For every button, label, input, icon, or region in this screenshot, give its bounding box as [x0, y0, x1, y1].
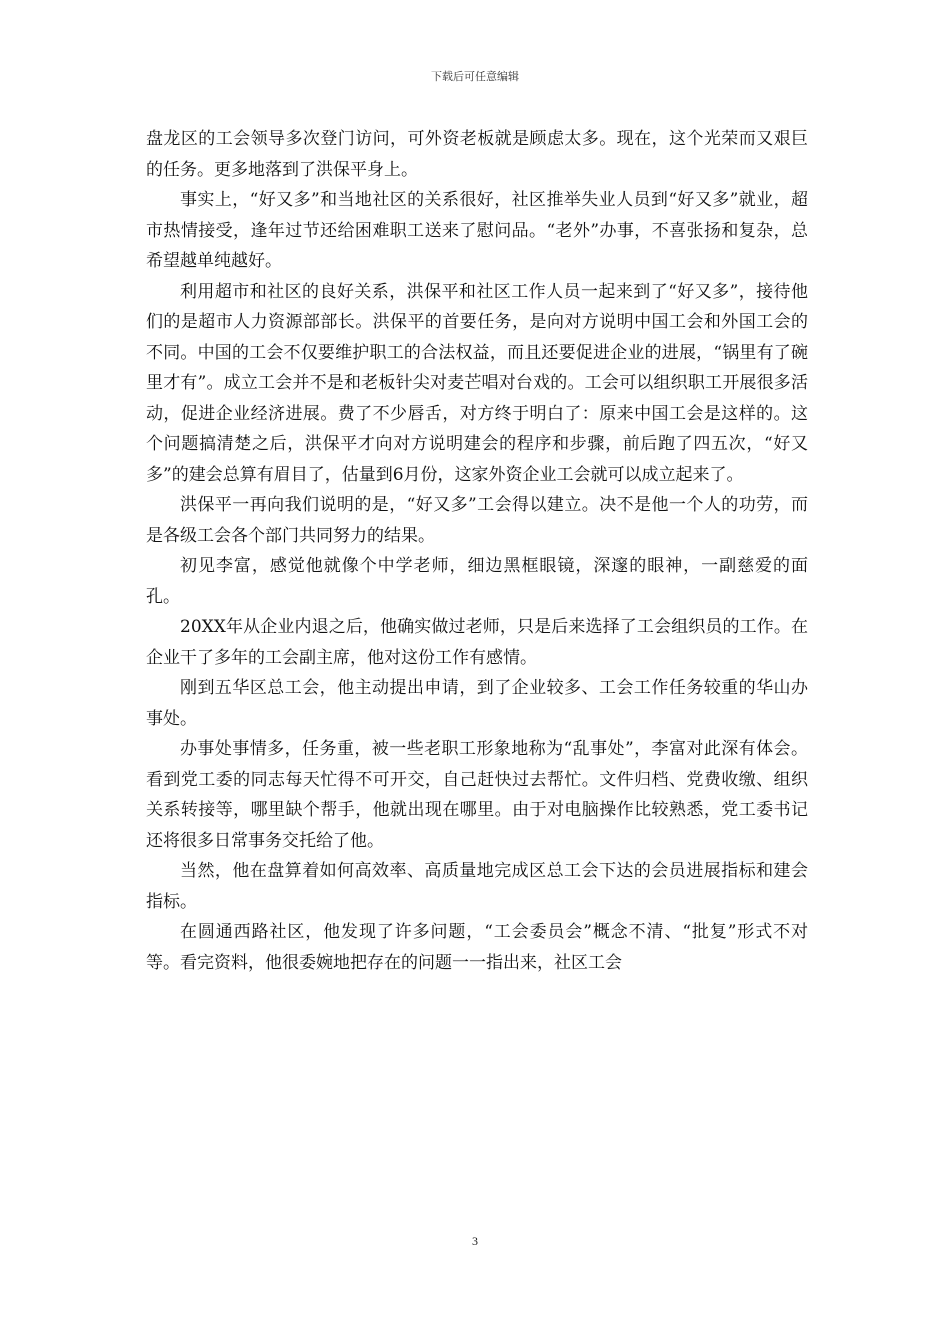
paragraph: 刚到五华区总工会，他主动提出申请，到了企业较多、工会工作任务较重的华山办事处。: [146, 678, 808, 729]
body-text: [146, 124, 808, 978]
paragraph: 办事处事情多，任务重，被一些老职工形象地称为“乱事处”，李富对此深有体会。看到党工委的同志每天忙得不可开交，自己赶快过去帮忙。文件归档、党费收缴、组织关系转接等，哪里缺个帮手，他就出现在哪里。由于对电脑操作比较熟悉，党工委书记还将很多日常事务交托给了他。: [146, 739, 808, 851]
paragraph: 20XX年从企业内退之后，他确实做过老师，只是后来选择了工会组织员的工作。在企业干了多年的工会副主席，他对这份工作有感情。: [146, 617, 808, 668]
page-header: 下载后可任意编辑: [431, 70, 519, 83]
paragraph: 利用超市和社区的良好关系，洪保平和社区工作人员一起来到了“好又多”，接待他们的是超市人力资源部部长。洪保平的首要任务，是向对方说明中国工会和外国工会的不同。中国的工会不仅要维护职工的合法权益，而且还要促进企业的进展，“锅里有了碗里才有”。成立工会并不是和老板针尖对麦芒唱对台戏的。工会可以组织职工开展很多活动，促进企业经济进展。费了不少唇舌，对方终于明白了：原来中国工会是这样的。这个问题搞清楚之后，洪保平才向对方说明建会的程序和步骤，前后跑了四五次，“好又多”的建会总算有眉目了，估量到6月份，这家外资企业工会就可以成立起来了。: [146, 281, 808, 485]
paragraph: 洪保平一再向我们说明的是，“好又多”工会得以建立。决不是他一个人的功劳，而是各级工会各个部门共同努力的结果。: [146, 495, 808, 546]
paragraph: 当然，他在盘算着如何高效率、高质量地完成区总工会下达的会员进展指标和建会指标。: [146, 861, 808, 912]
paragraph: 盘龙区的工会领导多次登门访问，可外资老板就是顾虑太多。现在，这个光荣而又艰巨的任务。更多地落到了洪保平身上。: [146, 129, 808, 180]
paragraph: 在圆通西路社区，他发现了许多问题，“工会委员会”概念不清、“批复”形式不对等。看完资料，他很委婉地把存在的问题一一指出来，社区工会: [146, 922, 808, 973]
paragraph: 事实上，“好又多”和当地社区的关系很好，社区推举失业人员到“好又多”就业，超市热情接受，逢年过节还给困难职工送来了慰问品。“老外”办事，不喜张扬和复杂，总希望越单纯越好。: [146, 190, 808, 271]
page-number: 3: [472, 1234, 478, 1248]
paragraph: 初见李富，感觉他就像个中学老师，细边黑框眼镜，深邃的眼神，一副慈爱的面孔。: [146, 556, 808, 607]
